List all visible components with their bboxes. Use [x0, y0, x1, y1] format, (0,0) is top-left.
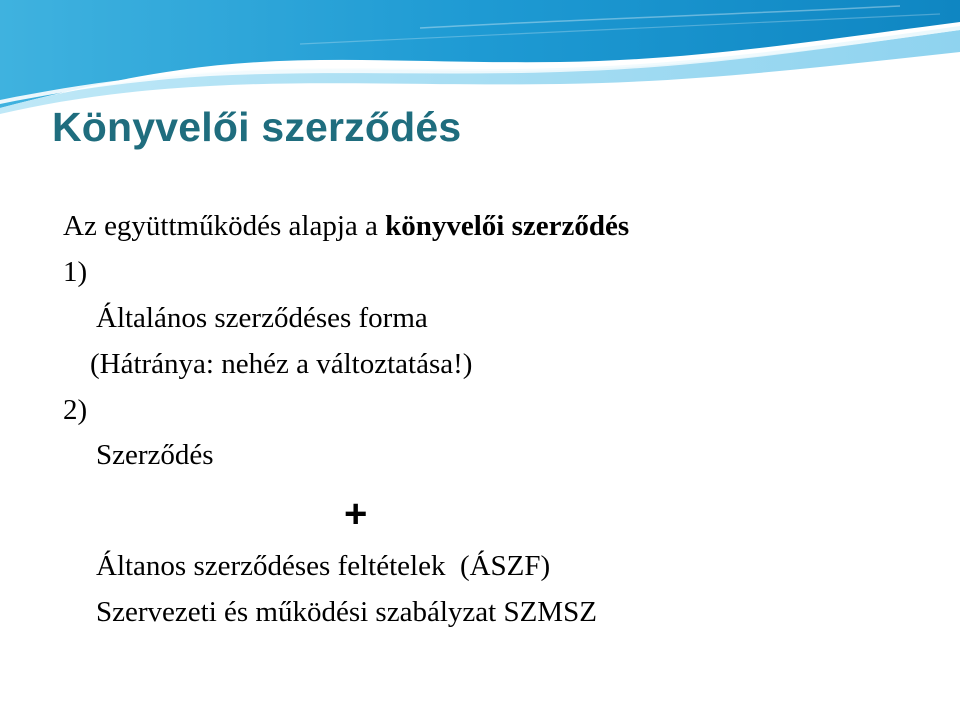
option-1-number: 1)	[63, 256, 88, 288]
page-title: Könyvelői szerződés	[52, 104, 462, 150]
option-1-line-2: (Hátránya: nehéz a változtatása!)	[90, 348, 473, 380]
header-wave-banner	[0, 0, 960, 120]
option-2-line-3: Szervezeti és működési szabályzat SZMSZ	[96, 596, 597, 628]
option-1-line-1: Általános szerződéses forma	[96, 302, 428, 334]
option-2-line-2: Áltanos szerződéses feltételek (ÁSZF)	[96, 550, 551, 582]
plus-sign: +	[344, 492, 368, 536]
intro-line	[63, 212, 629, 241]
option-2-line-1: Szerződés	[96, 439, 214, 471]
option-2-number: 2)	[63, 394, 88, 426]
intro-emphasis: könyvelői szerződés	[385, 210, 630, 242]
intro-prefix: Az együttműködés alapja a	[63, 210, 386, 242]
